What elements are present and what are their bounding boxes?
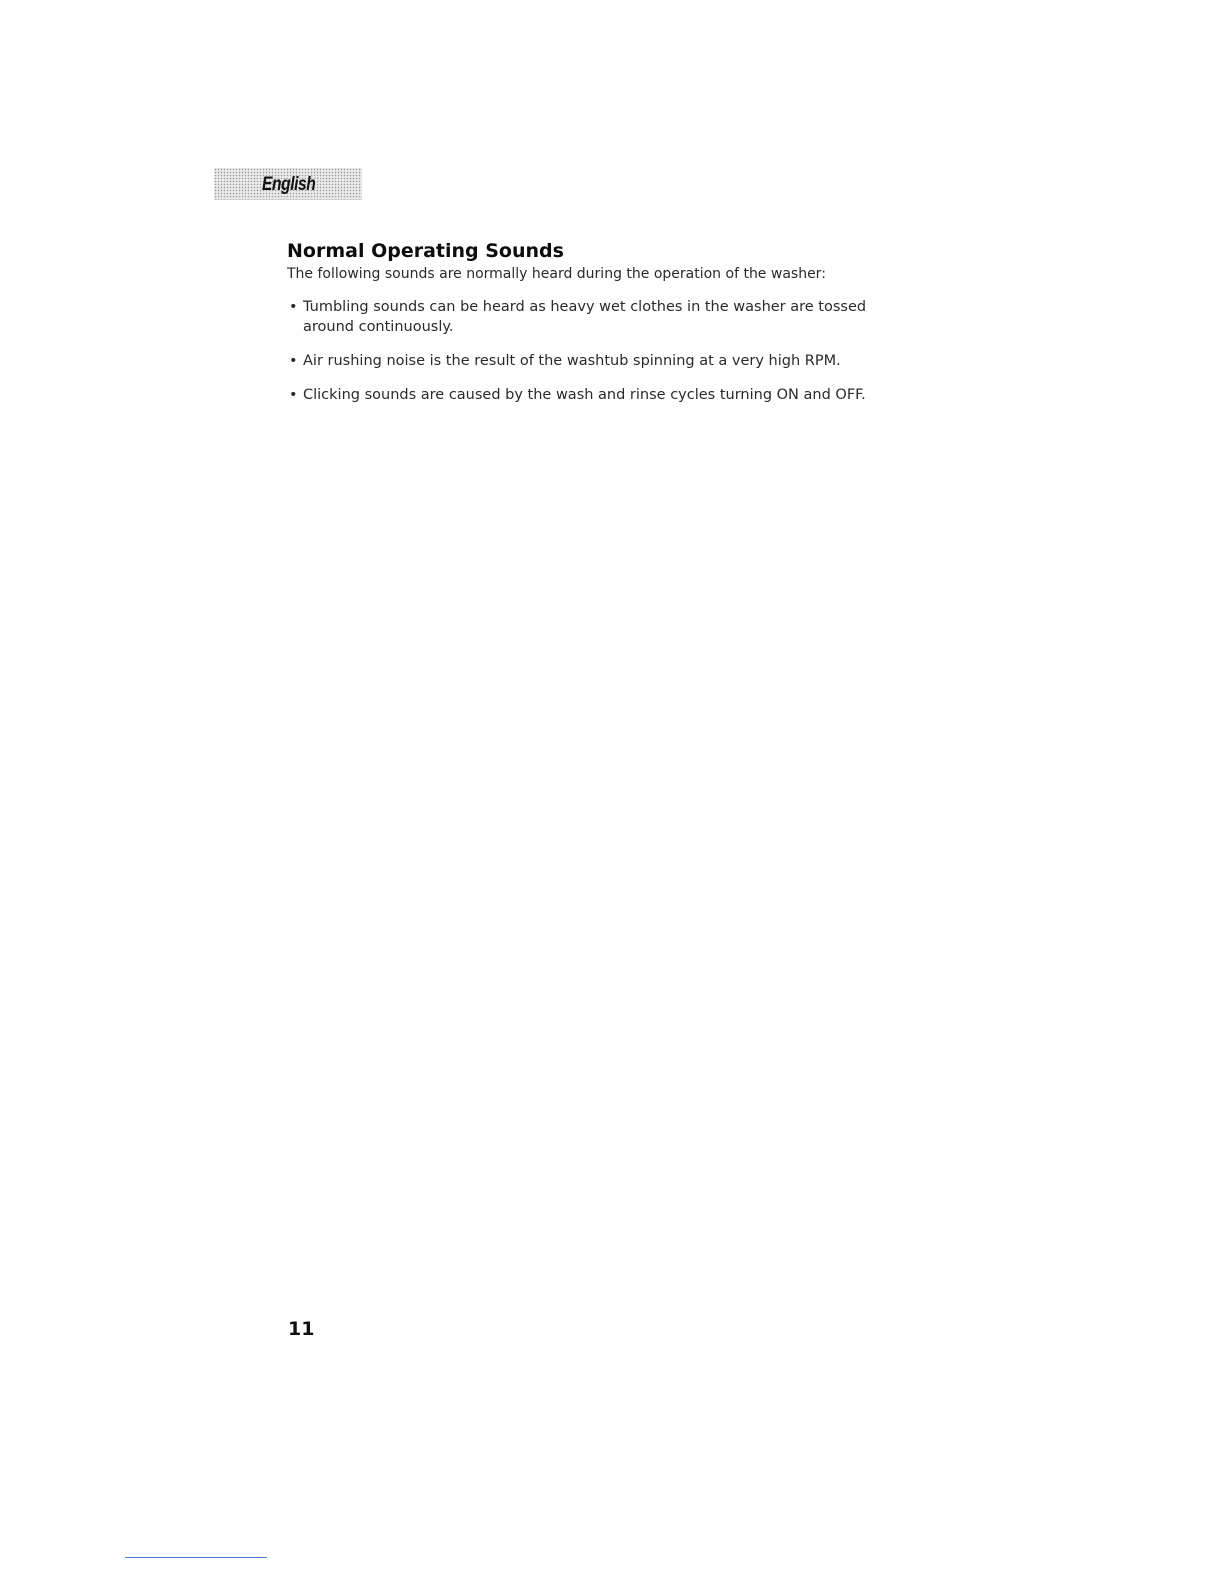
list-item-text: Clicking sounds are caused by the wash and rinse cycles turning ON and OFF. xyxy=(303,387,866,403)
bullet-icon: • xyxy=(289,353,298,369)
page-number: 11 xyxy=(288,1318,315,1340)
section-title: Normal Operating Sounds xyxy=(287,240,564,262)
bullet-icon: • xyxy=(289,387,298,403)
sounds-list xyxy=(287,297,927,405)
language-tab xyxy=(214,168,362,200)
bullet-icon: • xyxy=(289,299,298,315)
list-item-text: Air rushing noise is the result of the washtub spinning at a very high RPM. xyxy=(303,353,841,369)
list-item xyxy=(287,385,907,405)
language-label: English xyxy=(262,174,316,195)
list-item-text: Tumbling sounds can be heard as heavy wet clothes in the washer are tossed around continuously. xyxy=(303,299,867,335)
section-intro: The following sounds are normally heard during the operation of the washer: xyxy=(287,266,826,282)
main-content xyxy=(287,238,927,419)
list-item xyxy=(287,351,907,371)
footer-divider xyxy=(125,1557,267,1558)
list-item xyxy=(287,297,907,337)
